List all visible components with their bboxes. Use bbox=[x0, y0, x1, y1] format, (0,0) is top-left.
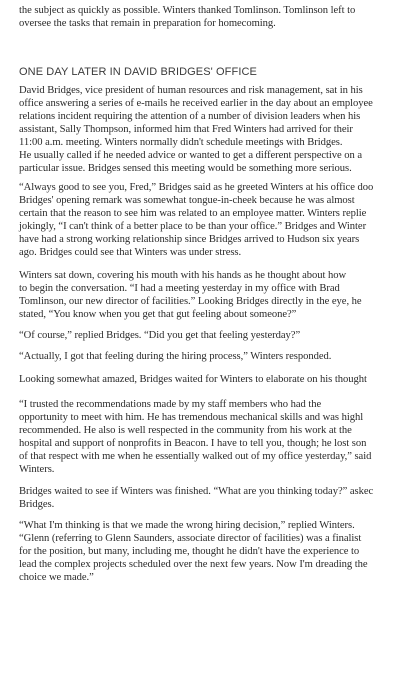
intro-line: the subject as quickly as possible. Winters thanked Tomlinson. Tomlinson left to bbox=[19, 5, 356, 16]
paragraph-line: for the position, but many, including me, thought he didn't have the experience to bbox=[19, 546, 360, 557]
paragraph-line: “Glenn (referring to Glenn Saunders, associate director of facilities) was a finalist bbox=[19, 533, 362, 544]
paragraph-line: “Always good to see you, Fred,” Bridges said as he greeted Winters at his office doo bbox=[19, 182, 374, 193]
paragraph-line: of that respect with me when he essentially walked out of my office yesterday,” said bbox=[19, 451, 372, 462]
paragraph-line: David Bridges, vice president of human resources and risk management, sat in his bbox=[19, 85, 363, 96]
paragraph-line: assistant, Sally Thompson, informed him that Fred Winters had arrived for their bbox=[19, 124, 353, 135]
paragraph-line: have had a strong working relationship since Bridges arrived to Hudson six years bbox=[19, 234, 360, 245]
paragraph-line: Bridges' opening remark was somewhat tongue-in-cheek because he was almost bbox=[19, 195, 355, 206]
intro-line: oversee the tasks that remain in preparation for homecoming. bbox=[19, 18, 276, 29]
paragraph-line: “What I'm thinking is that we made the wrong hiring decision,” replied Winters. bbox=[19, 520, 355, 531]
paragraph-line: “I trusted the recommendations made by my staff members who had the bbox=[19, 399, 322, 410]
paragraph-line: to begin the conversation. “I had a meeting yesterday in my office with Brad bbox=[19, 283, 340, 294]
paragraph-line: 11:00 a.m. meeting. Winters normally didn't schedule meetings with Bridges. bbox=[19, 137, 343, 148]
paragraph-line: Tomlinson, our new director of facilities.” Looking Bridges directly in the eye, he bbox=[19, 296, 362, 307]
paragraph-line: “Actually, I got that feeling during the hiring process,” Winters responded. bbox=[19, 351, 332, 362]
paragraph-line: Winters sat down, covering his mouth with his hands as he thought about how bbox=[19, 270, 347, 281]
paragraph-line: Looking somewhat amazed, Bridges waited for Winters to elaborate on his thought bbox=[19, 374, 367, 385]
paragraph-line: lead the complex projects scheduled over the next few years. Now I'm dreading the bbox=[19, 559, 368, 570]
paragraph-line: recommended. He also is well respected in the community from his work at the bbox=[19, 425, 352, 436]
paragraph-line: “Of course,” replied Bridges. “Did you get that feeling yesterday?” bbox=[19, 330, 301, 341]
paragraph-line: choice we made.” bbox=[19, 572, 94, 583]
paragraph-line: relations incident requiring the attention of a number of division leaders when his bbox=[19, 111, 361, 122]
paragraph-line: Bridges. bbox=[19, 499, 55, 510]
paragraph-line: certain that the reason to see him was related to an employee matter. Winters replie bbox=[19, 208, 367, 219]
paragraph-line: opportunity to meet with him. He has tremendous mechanical skills and was highl bbox=[19, 412, 364, 423]
paragraph-line: jokingly, “I can't think of a better place to be than your office.” Bridges and Winter bbox=[19, 221, 367, 232]
section-heading: ONE DAY LATER IN DAVID BRIDGES' OFFICE bbox=[19, 66, 257, 78]
paragraph-line: Bridges waited to see if Winters was finished. “What are you thinking today?” askec bbox=[19, 486, 374, 497]
paragraph-line: hospital and support of nonprofits in Beacon. I have to tell you, though; he lost son bbox=[19, 438, 367, 449]
paragraph-line: Winters. bbox=[19, 464, 55, 475]
paragraph-line: He usually called if he needed advice or wanted to get a different perspective on a bbox=[19, 150, 363, 161]
paragraph-line: ago. Bridges could see that Winters was under stress. bbox=[19, 247, 242, 258]
paragraph-line: stated, “You know when you get that gut feeling about someone?” bbox=[19, 309, 297, 320]
paragraph-line: office answering a series of e-mails he received earlier in the day about an employee bbox=[19, 98, 373, 109]
paragraph-line: particular issue. Bridges sensed this meeting would be something more serious. bbox=[19, 163, 352, 174]
